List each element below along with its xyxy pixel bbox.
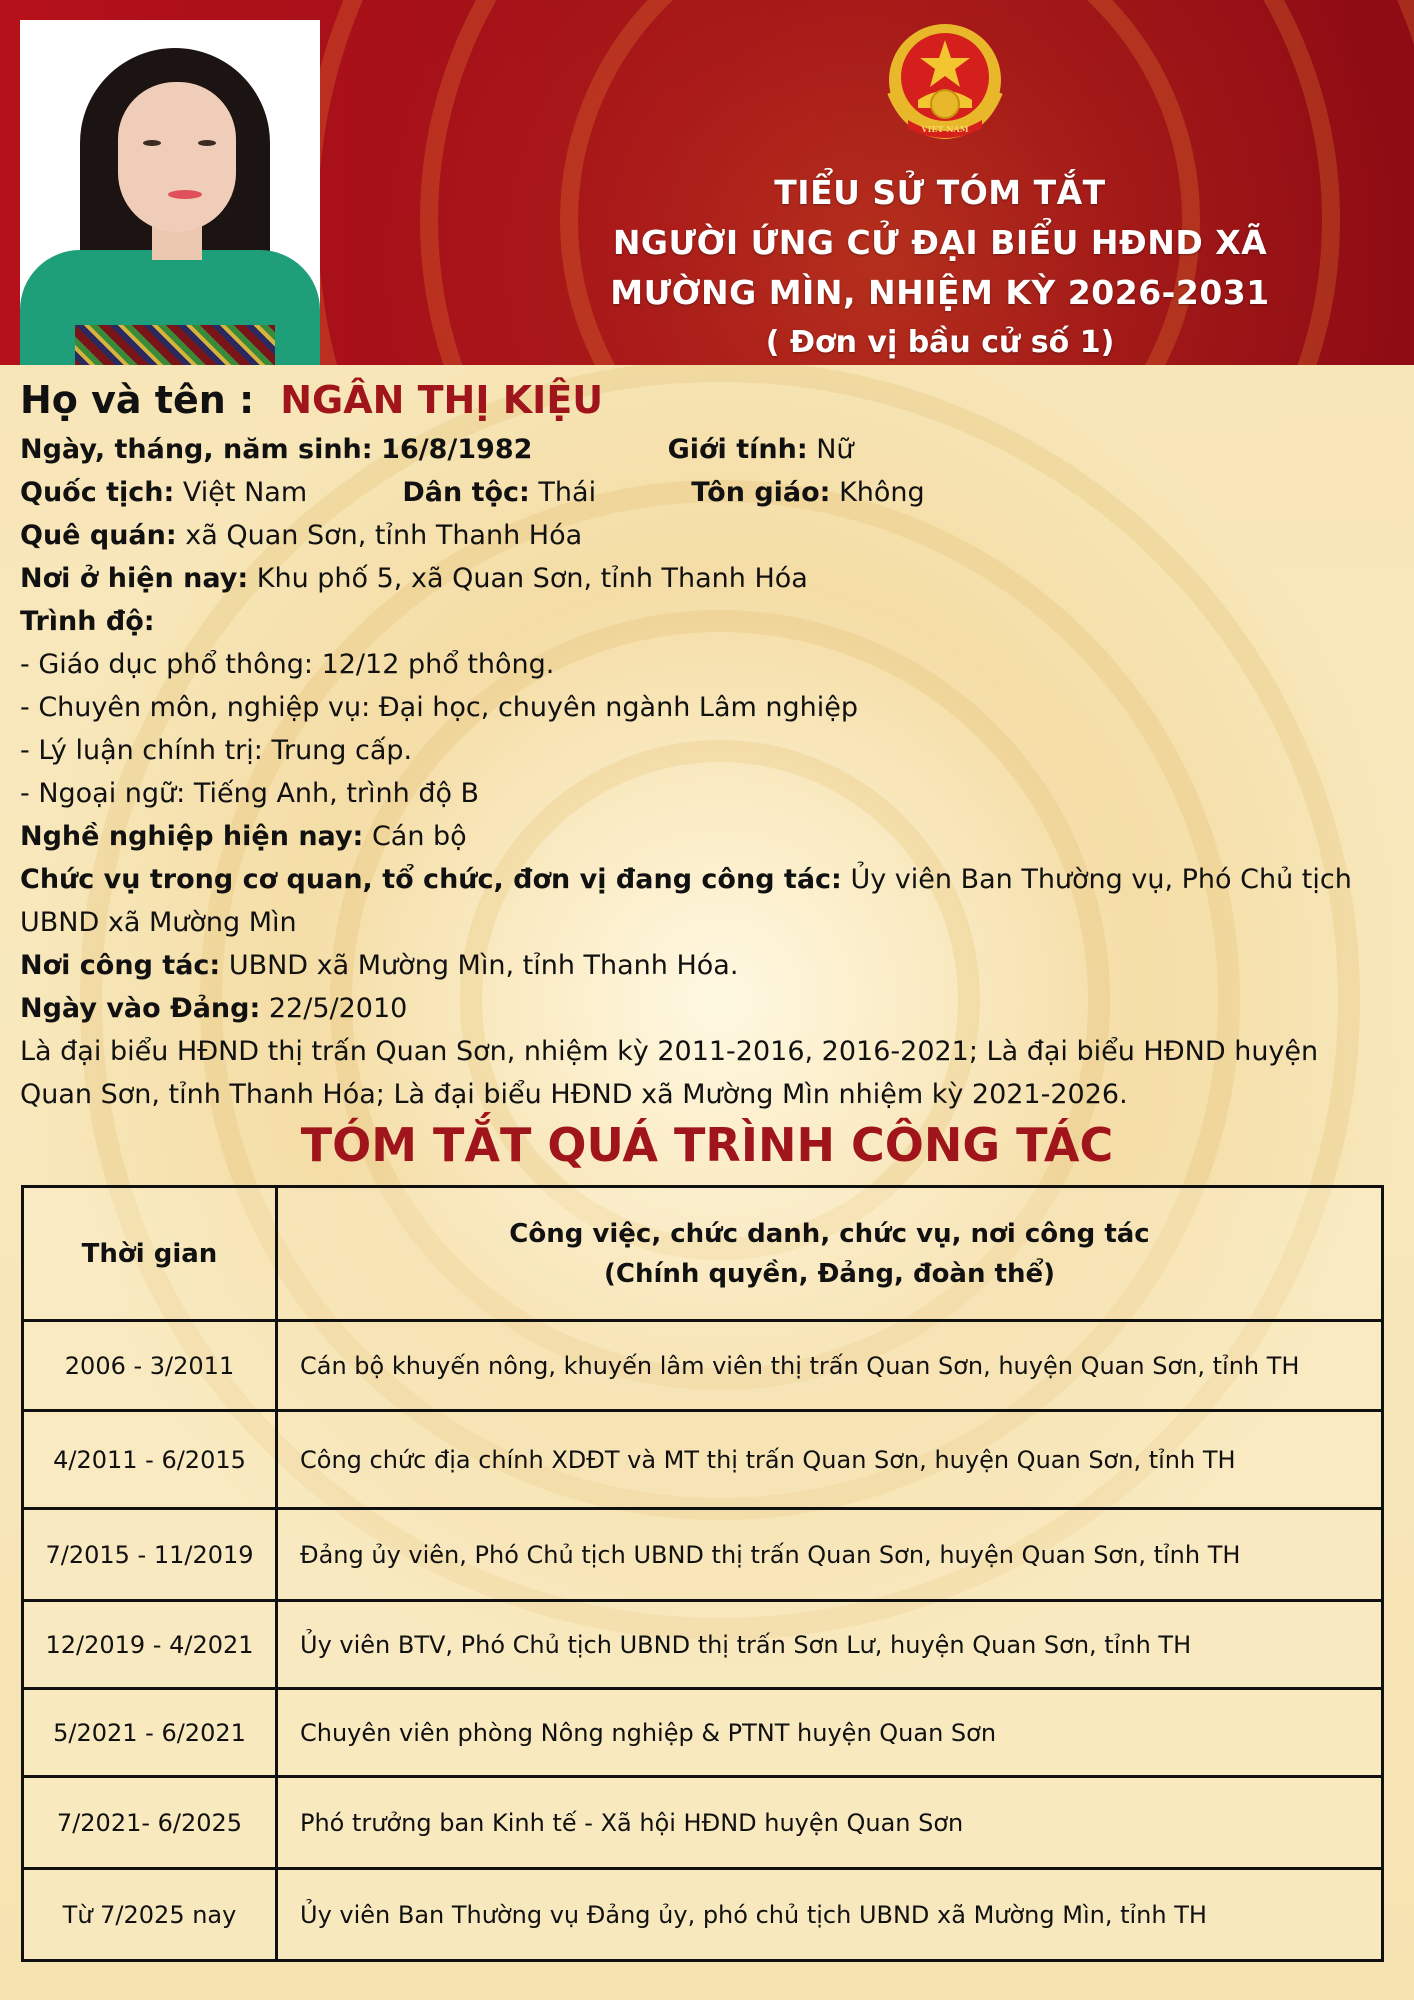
education-item: - Giáo dục phổ thông: 12/12 phổ thông.	[20, 649, 555, 680]
row-description: Ủy viên BTV, Phó Chủ tịch UBND thị trấn Sơn Lư, huyện Quan Sơn, tỉnh TH	[277, 1601, 1383, 1689]
work-history-title: TÓM TẮT QUÁ TRÌNH CÔNG TÁC	[300, 1118, 1114, 1172]
row-time: 12/2019 - 4/2021	[23, 1601, 277, 1689]
residence-value: Khu phố 5, xã Quan Sơn, tỉnh Thanh Hóa	[256, 563, 808, 594]
religion-value: Không	[839, 477, 925, 508]
emblem-text: VIET NAM	[921, 124, 969, 134]
row-description: Ủy viên Ban Thường vụ Đảng ủy, phó chủ tịch UBND xã Mường Mìn, tỉnh TH	[277, 1869, 1383, 1961]
nationality-label: Quốc tịch:	[20, 477, 175, 508]
row-description: Cán bộ khuyến nông, khuyến lâm viên thị trấn Quan Sơn, huyện Quan Sơn, tỉnh TH	[277, 1321, 1383, 1411]
education-item: - Lý luận chính trị: Trung cấp.	[20, 735, 413, 766]
gender-label: Giới tính:	[667, 434, 808, 465]
title-line-1: TIỂU SỬ TÓM TẮT	[774, 173, 1106, 212]
workplace-row	[20, 944, 1400, 987]
profile-info	[20, 372, 1400, 1116]
header-description	[277, 1187, 1383, 1321]
hometown-value: xã Quan Sơn, tỉnh Thanh Hóa	[185, 520, 583, 551]
candidate-photo	[20, 20, 320, 365]
nationality-row	[20, 471, 1400, 514]
table-header-row	[23, 1187, 1383, 1321]
party-date-value: 22/5/2010	[268, 993, 408, 1024]
row-time: 7/2021- 6/2025	[23, 1777, 277, 1869]
education-item: - Chuyên môn, nghiệp vụ: Đại học, chuyên ngành Lâm nghiệp	[20, 692, 858, 723]
position-value: Ủy viên Ban Thường vụ, Phó Chủ tịch UBND xã Mường Mìn	[20, 864, 1352, 938]
table-row	[23, 1509, 1383, 1601]
header-time: Thời gian	[23, 1187, 277, 1321]
row-description: Đảng ủy viên, Phó Chủ tịch UBND thị trấn Quan Sơn, huyện Quan Sơn, tỉnh TH	[277, 1509, 1383, 1601]
gender-value: Nữ	[816, 434, 854, 465]
ethnicity-label: Dân tộc:	[402, 477, 530, 508]
name-label: Họ và tên :	[20, 378, 255, 422]
dob-label: Ngày, tháng, năm sinh:	[20, 434, 373, 465]
table-row	[23, 1869, 1383, 1961]
header-banner	[0, 0, 1414, 365]
residence-label: Nơi ở hiện nay:	[20, 563, 249, 594]
position-label: Chức vụ trong cơ quan, tổ chức, đơn vị đang công tác:	[20, 864, 842, 895]
row-time: 7/2015 - 11/2019	[23, 1509, 277, 1601]
title-line-3: MƯỜNG MÌN, NHIỆM KỲ 2026-2031	[610, 273, 1270, 312]
row-time: 5/2021 - 6/2021	[23, 1689, 277, 1777]
workplace-label: Nơi công tác:	[20, 950, 221, 981]
table-row	[23, 1601, 1383, 1689]
residence-row	[20, 557, 1400, 600]
party-date-row	[20, 987, 1400, 1030]
table-row	[23, 1689, 1383, 1777]
title-line-2: NGƯỜI ỨNG CỬ ĐẠI BIỂU HĐND XÃ	[612, 223, 1268, 262]
table-row	[23, 1777, 1383, 1869]
row-description: Phó trưởng ban Kinh tế - Xã hội HĐND huyện Quan Sơn	[277, 1777, 1383, 1869]
religion-label: Tôn giáo:	[691, 477, 831, 508]
title-line-4: ( Đơn vị bầu cử số 1)	[765, 325, 1115, 360]
party-date-label: Ngày vào Đảng:	[20, 993, 261, 1024]
workplace-value: UBND xã Mường Mìn, tỉnh Thanh Hóa.	[228, 950, 739, 981]
nationality-value: Việt Nam	[182, 477, 308, 508]
document-title	[540, 168, 1340, 365]
position-row	[20, 858, 1400, 944]
dob-gender-row	[20, 428, 1400, 471]
occupation-row	[20, 815, 1400, 858]
row-time: 2006 - 3/2011	[23, 1321, 277, 1411]
table-row	[23, 1321, 1383, 1411]
ethnicity-value: Thái	[538, 477, 597, 508]
education-item: - Ngoại ngữ: Tiếng Anh, trình độ B	[20, 778, 480, 809]
row-time: Từ 7/2025 nay	[23, 1869, 277, 1961]
education-label: Trình độ:	[20, 606, 155, 637]
hometown-row	[20, 514, 1400, 557]
full-name-row	[20, 372, 1400, 428]
row-time: 4/2011 - 6/2015	[23, 1411, 277, 1509]
dob-value: 16/8/1982	[381, 434, 533, 465]
work-history-table	[21, 1185, 1384, 1962]
occupation-label: Nghề nghiệp hiện nay:	[20, 821, 364, 852]
national-emblem-icon	[878, 22, 1012, 146]
occupation-value: Cán bộ	[371, 821, 467, 852]
table-row	[23, 1411, 1383, 1509]
row-description: Công chức địa chính XDĐT và MT thị trấn Quan Sơn, huyện Quan Sơn, tỉnh TH	[277, 1411, 1383, 1509]
header-description-line2: (Chính quyền, Đảng, đoàn thể)	[603, 1258, 1055, 1289]
candidate-name: NGÂN THỊ KIỆU	[280, 378, 604, 422]
row-description: Chuyên viên phòng Nông nghiệp & PTNT huyện Quan Sơn	[277, 1689, 1383, 1777]
hometown-label: Quê quán:	[20, 520, 177, 551]
delegate-history: Là đại biểu HĐND thị trấn Quan Sơn, nhiệm kỳ 2011-2016, 2016-2021; Là đại biểu HĐND huyện Quan Sơn, tỉnh Thanh Hóa; Là đại biểu HĐND xã Mường Mìn nhiệm kỳ 2021-2026.	[20, 1036, 1319, 1110]
header-description-line1: Công việc, chức danh, chức vụ, nơi công tác	[509, 1218, 1150, 1249]
